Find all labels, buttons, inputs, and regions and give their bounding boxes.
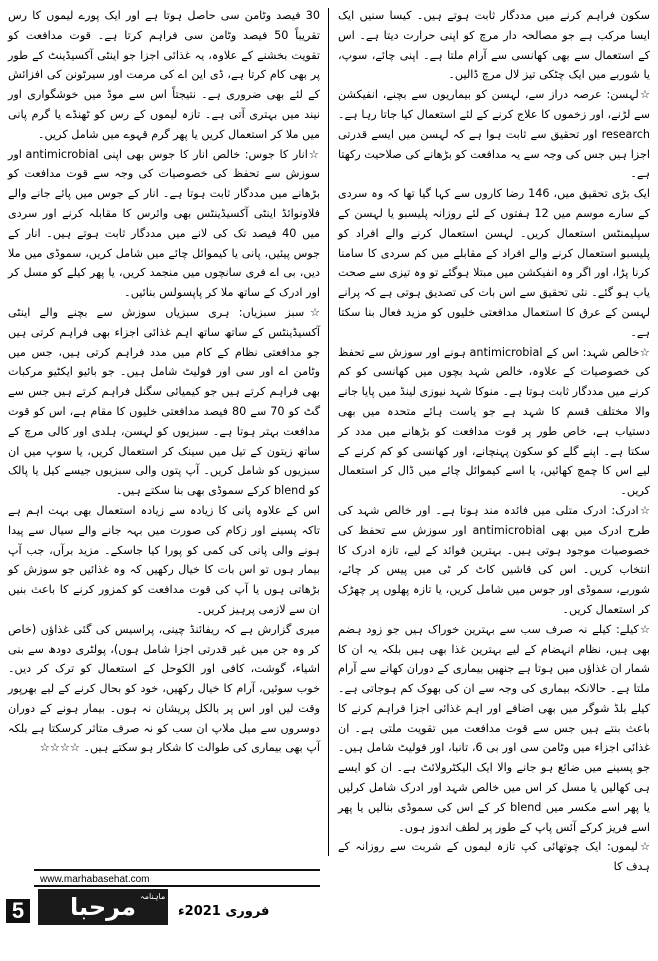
paragraph-greens: ☆سبز سبزیاں: ہری سبزیاں سوزش سے بچنے والے اینٹی آکسیڈینٹس کے ساتھ ساتھ اہم غذائی اجزاء بھی فراہم کرتی ہیں جو مدافعتی نظام کے کام میں مدد فراہم کرتی ہیں، جس میں وٹامن اے اور سی اور فولیٹ شامل ہیں۔ جو بائیو ایکٹیو مرکبات بھی فراہم کرتے ہیں جو کیمیائی سگنل فراہم کرتے ہیں جس سے گٹ کو 70 سے 80 فیصد مدافعتی خلیوں کا مقام ہے، اس کو قوت مدافعت بہتر ہوتا ہے۔ سبزیوں کو لہسن، ہلدی اور کالی مرچ کے ساتھ زیتون کے تیل میں سینک کر استعمال کریں، یا سوپ میں ان سبزیوں کو شامل کریں۔ آپ پتوں والی سبزیوں جیسے کیل یا پالک کو blend کرکے سموڈی بھی بنا سکتے ہیں۔ bbox=[8, 305, 321, 498]
paragraph-garlic: ☆لہسن: عرصہ دراز سے، لہسن کو بیماریوں سے بچنے، انفیکشن سے لڑنے، اور زخموں کا علاج کرنے کے لئے استعمال کیا جاتا رہا ہے۔ research اور تحقیق سے ثابت ہوا ہے کہ لہسن میں ایسے قدرتی اجزا ہیں جس کی وجہ سے یہ مدافعت کو بڑھانے کی صلاحیت رکھتا ہے۔ bbox=[338, 88, 650, 181]
paragraph: اس کے علاوہ پانی کا زیادہ سے زیادہ استعمال بھی بہت اہم ہے تاکہ پسینے اور زکام کی صورت میں بہہ جانے والے سیال سے پیدا ہونے والی پانی کی کمی کو پورا کیا جاسکے۔ مزید برآں، جب آپ بیمار ہوں تو اس بات کا خیال رکھیں کہ وہ غذائیں جو سوزش کو بڑھاتی ہوں یا آپ کی قوت مدافعت کو کمزور کرنے کا باعث بنیں ان سے لازمی پرہیز کریں۔ bbox=[8, 503, 320, 616]
paragraph: 30 فیصد وٹامن سی حاصل ہوتا ہے اور ایک پورے لیموں کا رس تقریباً 50 فیصد وٹامن سی فراہم کرتا ہے۔ قوت مدافعت کو تقویت بخشنے کے علاوہ، یہ غذائی اجزا جو اینٹی آکسیڈینٹ کے طور پر بھی کام کرتا ہے، ڈی این اے کی مرمت اور سیرٹونن کی افزائش کے لئے بھی ضروری ہے۔ نتیجتاً اس سے موڈ میں خوشگواری اور نیند میں بہتری آتی ہے۔ تازہ لیموں کے رس کو ٹھنڈے یا گرم پانی میں ملا کر استعمال کریں یا پھر گرم قہوے میں شامل کریں۔ bbox=[8, 9, 320, 141]
paragraph-lemon: ☆لیموں: ایک چوتھائی کپ تازہ لیموں کے شربت سے روزانہ کے ہدف کا bbox=[338, 840, 650, 874]
footer-rule bbox=[34, 869, 320, 871]
paragraph-honey: ☆خالص شہد: اس کے antimicrobial ہونے اور سوزش سے تحفظ کی خصوصیات کے علاوہ، خالص شہد بچوں میں کھانسی کو کم کرنے میں مددگار ثابت ہوتا ہے۔ منوکا شہد نیوزی لینڈ میں پایا جانے والا مختلف قسم کا شہد ہے جو یاست ہائے متحدہ میں بھی دستیاب ہے، خاص طور پر قوت مدافعت کو بڑھانے میں مدد کر سکتا ہے۔ اپنے گلے کو سکون پہنچانے، اور کھانسی کو کم کرنے کے لیے اس کا چمچ کھائیں، یا اسے کیموائل چائے میں ڈال کر استعمال کریں۔ bbox=[338, 345, 650, 498]
paragraph-banana: ☆کیلے: کیلے نہ صرف سب سے بہترین خوراک ہیں جو زود ہضم بھی ہیں، نظام انہضام کے لیے بہترین غذا بھی ہیں بلکہ یہ ان کا شمار ان غذاؤں میں ہوتا ہے جنھیں بیماری کے دوران کھانے سے آرام ملتا ہے۔ حالانکہ بیماری کی وجہ سے ان کی بھوک کم ہوجاتی ہے۔ کیلے بلڈ شوگر میں بھی اضافے اور اہم غذائی اجزا فراہم کرنے کا باعث بنتے ہیں جس سے قوت مدافعت میں تقویت ملتی ہے۔ ان غذائی اجزاء میں وٹامن سی اور بی 6، تانبا، اور فولیٹ شامل ہیں۔ جو پسینے میں ضائع ہو جانے والا ایک الیکٹرولائٹ ہے۔ ان کو ایسے ہی کھالیں یا مسل کر اس میں خالص شہد اور ادرک شامل کرلیں یا پھر اسے مکسر میں blend کر کے اس کی سموڈی بنالیں یا پھر اسے فریز کرکے آئس پاپ کے طور پر لطف اندوز ہوں۔ bbox=[338, 622, 650, 834]
magazine-logo: مرحبا صحت bbox=[38, 889, 168, 925]
paragraph-ginger: ☆ادرک: ادرک متلی میں فائدہ مند ہوتا ہے۔ اور خالص شہد کی طرح ادرک میں بھی antimicrobial اور سوزش سے تحفظ کی خصوصیات موجود ہوتی ہیں۔ بہترین فوائد کے لیے، تازہ ادرک کا انتخاب کریں۔ اس کی قاشیں کاٹ کر ٹی میں پیس کر چائے، شوربے، سموڈی اور جوس میں شامل کریں، یا تازہ پھلوں پر چھڑک کر استعمال کریں۔ bbox=[338, 503, 650, 616]
article-column-right bbox=[338, 6, 650, 877]
column-divider bbox=[328, 8, 329, 856]
article-column-left bbox=[8, 6, 320, 758]
paragraph-pomegranate: ☆انار کا جوس: خالص انار کا جوس بھی اپنی antimicrobial اور سوزش سے تحفظ کی خصوصیات کی وجہ سے قوت مدافعت کو بڑھانے میں مددگار ثابت ہوتا ہے۔ انار کے جوس میں پائے جانے والے فلاونوائڈ اینٹی آکسیڈینٹس بھی وائرس کا مقابلہ کرنے اور سردی میں 40 فیصد تک کی لانے میں مددگار ثابت ہوتے ہیں۔ انار کے جوس پیئیں، پانی یا کیموائل چائے میں شامل کریں، سموڈی میں ملا دیں، بی اے فری سانچوں میں منجمد کریں، یا پھر کیلے کو مسل کر اور ادرک کے ساتھ ملا کر پاپسولس بنائیں۔ bbox=[8, 147, 320, 300]
monthly-label: ماہنامہ bbox=[140, 892, 166, 901]
issue-date: فروری 2021ء bbox=[178, 904, 270, 919]
paragraph: ایک بڑی تحقیق میں، 146 رضا کاروں سے کہا گیا تھا کہ وہ سردی کے سارے موسم میں 12 ہفتوں کے لئے روزانہ پلیسبو یا لہسن کے سپلیمنٹس استعمال کریں۔ لہسن استعمال کرنے والے افراد کو پلیسبو استعمال کرنے والے افراد کے مقابلے میں کم سردی کا سامنا کرنا پڑا، اور اگر وہ انفیکشن میں مبتلا ہوگئے تو وہ تیزی سے صحت یاب ہو گئے۔ نئی تحقیق سے اس بات کی تصدیق ہوتی ہے کہ پرانے لہسن کے عرق کا استعمال مدافعتی خلیوں کو مزید فعال بنا سکتا ہے۔ bbox=[338, 187, 651, 339]
paragraph: میری گزارش ہے کہ ریفائنڈ چینی، پراسیس کی گئی غذاؤں (خاص کر وہ جن میں غیر قدرتی اجزا شامل ہوں)، پولٹری دودھ سے بنی اشیاء، گوشت، کافی اور الکوحل کے استعمال کو ترک کر دیں۔ خوب سوئیں، آرام کا خیال رکھیں، خود کو بحال کرنے کے لیے بھرپور وقت لیں اور اس پر بالکل پریشان نہ ہوں۔ بیمار ہونے کے دوران دوسروں سے میل ملاپ ان سب کو نہ صرف متاثر کرسکتا ہے بلکہ آپ بھی بیماری کی طوالت کا شکار ہو سکتے ہیں۔ ☆☆☆☆ bbox=[8, 622, 320, 755]
page-number: 5 bbox=[6, 899, 30, 923]
footer-rule bbox=[34, 885, 320, 887]
website-link[interactable]: www.marhabasehat.com bbox=[40, 874, 150, 885]
page-footer bbox=[0, 857, 658, 957]
paragraph: سکون فراہم کرنے میں مددگار ثابت ہوتے ہیں۔ کیسا سنیں ایک ایسا مرکب ہے جو مصالحہ دار مرچ کو اپنی حرارت دیتا ہے۔ اس کے استعمال سے بھی کھانسی سے آرام ملتا ہے۔ اپنی چائے، سوپ، یا شوربے میں ایک چٹکی تیز لال مرچ ڈالیں۔ bbox=[338, 9, 650, 82]
